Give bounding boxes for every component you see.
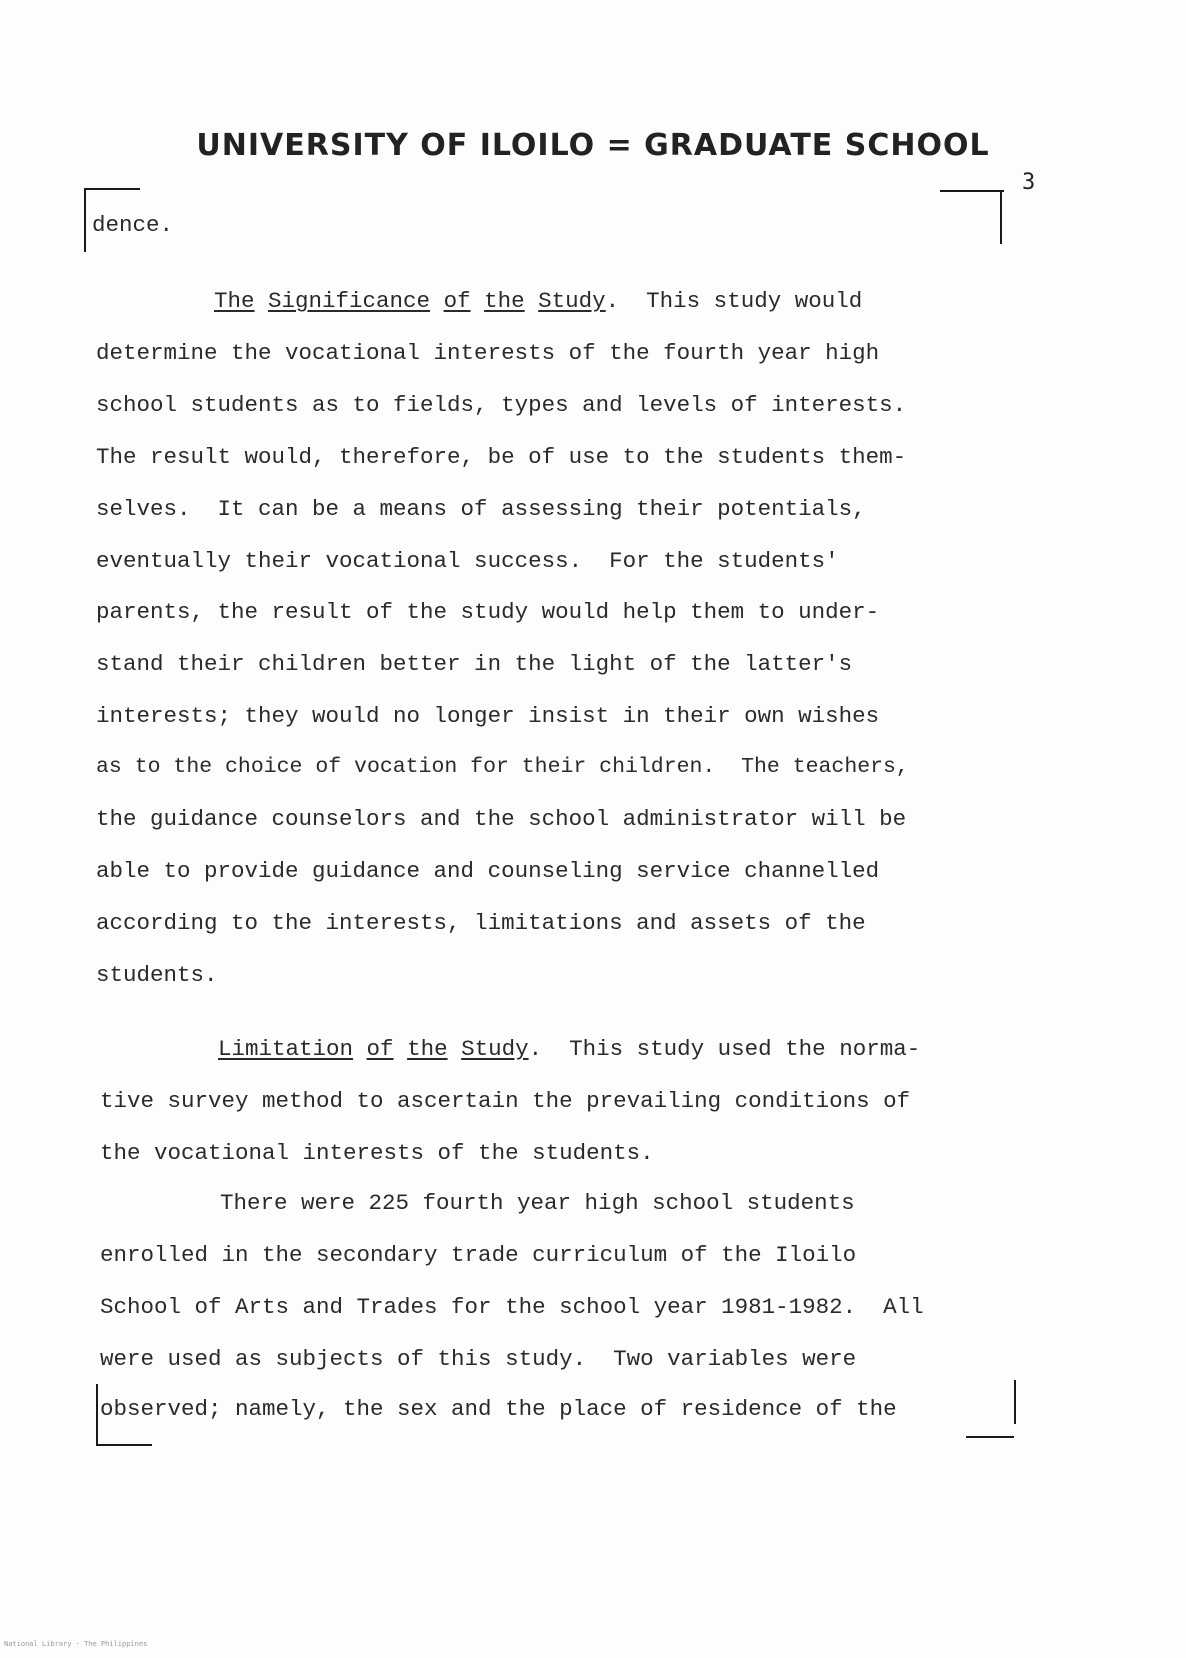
body-line: There were 225 fourth year high school students [220,1190,855,1216]
heading-word: the [484,288,525,314]
crop-mark-bottom-right-v [1014,1380,1016,1424]
body-line: The result would, therefore, be of use to the students them- [96,444,907,470]
heading-word: Limitation [218,1036,354,1062]
body-line: parents, the result of the study would help them to under- [96,599,880,625]
body-line: were used as subjects of this study. Two variables were [100,1346,857,1372]
body-line: selves. It can be a means of assessing their potentials, [96,496,866,522]
limitation-line1-rest: This study used the norma- [542,1036,921,1062]
significance-heading-line: The Significance of the Study. This study would [214,288,863,314]
significance-line1-rest: This study would [619,288,863,314]
body-line: determine the vocational interests of the fourth year high [96,340,880,366]
heading-word: Study [461,1036,529,1062]
crop-mark-bottom-left-v [96,1384,98,1444]
crop-mark-top-left-h [84,188,140,190]
body-line: able to provide guidance and counseling service channelled [96,858,880,884]
fragment-text: dence. [92,212,174,238]
scan-footer: National Library · The Philippines [4,1640,148,1648]
heading-word: The [214,288,255,314]
body-line: School of Arts and Trades for the school year 1981-1982. All [100,1294,924,1320]
body-line: the vocational interests of the students. [100,1140,654,1166]
page-number: 3 [1022,170,1036,195]
limitation-heading-line: Limitation of the Study. This study used the norma- [218,1036,921,1062]
crop-mark-top-right-v [1000,190,1002,244]
body-line: the guidance counselors and the school administrator will be [96,806,907,832]
body-line: as to the choice of vocation for their children. The teachers, [96,755,909,779]
body-line: stand their children better in the light of the latter's [96,651,853,677]
letterhead: UNIVERSITY OF ILOILO = GRADUATE SCHOOL [196,128,990,163]
crop-mark-bottom-right-h [966,1436,1014,1438]
body-line: observed; namely, the sex and the place of residence of the [100,1396,897,1422]
heading-word: of [443,288,471,314]
body-line: enrolled in the secondary trade curriculum of the Iloilo [100,1242,857,1268]
body-line: tive survey method to ascertain the prevailing conditions of [100,1088,911,1114]
heading-word: of [366,1036,394,1062]
crop-mark-top-left-v [84,188,86,252]
crop-mark-top-right-h [940,190,1004,192]
body-line: students. [96,962,218,988]
crop-mark-bottom-left-h [96,1444,152,1446]
body-line: interests; they would no longer insist in their own wishes [96,703,880,729]
heading-word: the [407,1036,448,1062]
body-line: school students as to fields, types and levels of interests. [96,392,907,418]
heading-word: Study [538,288,606,314]
heading-word: Significance [268,288,431,314]
body-line: eventually their vocational success. For the students' [96,548,839,574]
body-line: according to the interests, limitations and assets of the [96,910,866,936]
